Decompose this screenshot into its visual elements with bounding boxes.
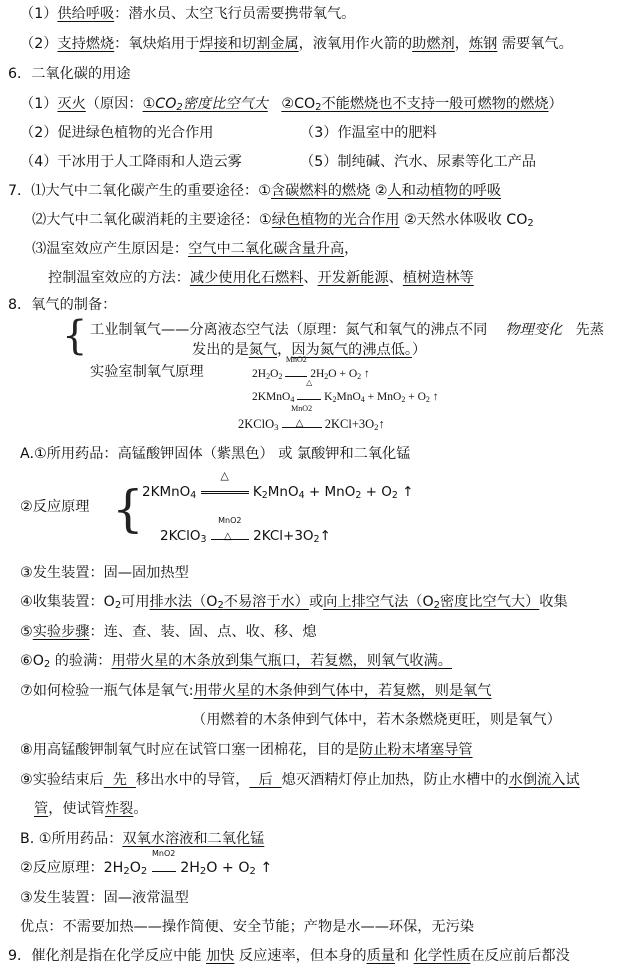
keyword-underlined: 用带火星的木条伸到气体中，若复燃，则是氧气: [193, 683, 492, 699]
gas-arrow-icon: ↑: [402, 484, 414, 500]
keyword-underlined: 植树造林等: [402, 270, 474, 286]
keyword-underlined: 含碳燃料的燃烧: [270, 183, 371, 199]
brace-icon: {: [62, 313, 88, 359]
reaction-principle-label: ②反应原理: [20, 499, 90, 515]
keyword-underlined: 空气中二氧化碳含量升高: [188, 241, 345, 257]
text: （原因：: [85, 96, 143, 112]
heat-triangle-icon: △: [220, 469, 229, 482]
catalyst-label: MnO2: [291, 404, 313, 413]
keyword-underlined: 排水法（$O_2$不易溶于水）: [149, 594, 309, 611]
keyword-underlined: 炼钢: [468, 36, 498, 52]
item-number: （2）: [20, 36, 58, 52]
lab-oxygen-label: 实验室制氧气原理: [90, 364, 204, 380]
text: ⑵大气中二氧化碳消耗的主要途径：①: [32, 212, 272, 228]
line-8-A6: $⑥O_2$ 的验满：用带火星的木条放到集气瓶口，若复燃，则氧气收满。: [20, 653, 452, 670]
line-8-A8: ⑧用高锰酸钾制氧气时应在试管口塞一团棉花，目的是防止粉末堵塞导管: [20, 742, 473, 758]
item-number: （1）: [20, 96, 58, 112]
keyword-underlined: 因为氮气的沸点低。: [291, 342, 412, 358]
text: 、: [303, 270, 318, 286]
gas-arrow-icon: ↑: [432, 391, 439, 403]
keyword-underlined: 实验步骤: [32, 624, 90, 640]
keyword-underlined: 后: [249, 772, 282, 788]
section-6-title: 6．二氧化碳的用途: [8, 66, 131, 82]
line-8-A9b: 管，使试管炸裂。: [34, 801, 148, 817]
item-number: （1）: [20, 6, 58, 22]
text: 发出的是: [192, 342, 249, 358]
text: ，: [344, 241, 359, 257]
line-8-A4: ④收集装置：$O_2$可用排水法（$O_2$不易溶于水）或向上排空气法（$O_2$密度比空气大）收集: [20, 594, 568, 611]
line-5-2: [20, 34, 573, 54]
equation-kclo3: 2KClO$_3$ MnO2 △ $2KCl+3O_2↑$: [238, 404, 385, 432]
equation-h2o2: $2H_2O_2$ MnO2 $2H_2O + O_2$ ↑: [252, 355, 370, 381]
text: 需要氧气。: [497, 36, 573, 52]
catalyst-label: MnO2: [218, 516, 242, 525]
text: ②: [370, 183, 388, 199]
text: ，液氧用作火箭的: [298, 36, 413, 52]
keyword-underlined: 水倒流入试: [508, 772, 580, 788]
industrial-oxygen-line-2: [192, 340, 426, 360]
keyword-underlined: 供给呼吸: [57, 6, 115, 22]
line-8-A5: ⑤实验步骤：连、查、装、固、点、收、移、熄: [20, 624, 317, 640]
keyword-underlined: 加快: [205, 948, 235, 964]
text: ②天然水体吸收 CO: [399, 212, 528, 228]
keyword-underlined: 炸裂: [104, 801, 134, 817]
heat-triangle-icon: △: [295, 418, 304, 429]
line-8-A3: ③发生装置：固—固加热型: [20, 565, 189, 581]
line-6-3a: （4）干冰用于人工降雨和人造云雾: [20, 154, 242, 170]
line-6-3b: （5）制纯碱、汽水、尿素等化工产品: [300, 154, 537, 170]
reason-1: $①CO_2$密度比空气大: [142, 96, 268, 113]
text: 先蒸: [575, 322, 604, 338]
reaction-eq-kmno4: 2KMnO$_4$ △ $K_2MnO_4 + MnO_2 + O_2$ ↑: [142, 469, 414, 501]
catalyst-label: MnO2: [285, 355, 307, 364]
text: 、: [388, 270, 403, 286]
heat-triangle-icon: △: [223, 531, 232, 542]
keyword-underlined: 灭火: [57, 96, 86, 112]
catalyst-label: MnO2: [152, 849, 176, 858]
line-9: 9．催化剂是指在化学反应中能 加快 反应速率，但本身的质量和 化学性质在反应前后都没: [8, 948, 570, 964]
line-8-A7: ⑦如何检验一瓶气体是氧气:用带火星的木条伸到气体中，若复燃，则是氧气: [20, 683, 492, 699]
gas-arrow-icon: ↑: [260, 860, 273, 876]
text: ）: [548, 96, 563, 112]
line-6-1: [20, 94, 563, 114]
brace-icon: {: [112, 480, 144, 538]
keyword-underlined: 减少使用化石燃料: [189, 270, 304, 286]
keyword-underlined: 双氧水溶液和二氧化锰: [122, 831, 265, 847]
keyword-underlined: 管: [34, 801, 49, 817]
keyword-underlined: 防止粉末堵塞导管: [359, 742, 473, 758]
italic-term: 物理变化: [505, 322, 563, 338]
line-8-A9: ⑨实验结束后 先 移出水中的导管， 后 熄灭酒精灯停止加热，防止水槽中的水倒流入试: [20, 772, 580, 788]
gas-arrow-icon: ↑: [378, 417, 385, 431]
line-5-1: [20, 4, 355, 24]
line-8-A1: A.①所用药品：高锰酸钾固体（紫黑色） 或 氯酸钾和二氧化锰: [20, 446, 411, 462]
keyword-underlined: 开发新能源: [317, 270, 389, 286]
line-7-3: [32, 239, 358, 259]
line-7-2: [32, 210, 534, 230]
keyword-underlined: 焊接和切割金属: [199, 36, 299, 52]
text: ，: [277, 342, 292, 358]
line-6-2a: （2）促进绿色植物的光合作用: [20, 125, 214, 141]
text: ：氧炔焰用于: [114, 36, 200, 52]
text: 控制温室效应的方法：: [48, 270, 190, 286]
keyword-underlined: 助燃剂: [412, 36, 455, 52]
text: 7．⑴大气中二氧化碳产生的重要途径：①: [8, 183, 271, 199]
heat-triangle-icon: △: [306, 378, 313, 387]
line-8-B1: B. ①所用药品：双氧水溶液和二氧化锰: [20, 831, 265, 847]
keyword-underlined: 人和动植物的呼吸: [387, 183, 502, 199]
keyword-underlined: 向上排空气法（$O_2$密度比空气大）: [323, 594, 540, 611]
keyword-underlined: 先: [103, 772, 136, 788]
text: ：潜水员、太空飞行员需要携带氧气。: [114, 6, 356, 22]
text: ）: [411, 342, 427, 358]
keyword-underlined: 化学性质: [413, 948, 471, 964]
keyword-underlined: 用带火星的木条放到集气瓶口，若复燃，则氧气收满。: [111, 653, 452, 669]
line-7-1: [8, 181, 501, 201]
text: 工业制氧气——分离液态空气法（原理：氮气和氧气的沸点不同: [90, 322, 488, 338]
text: ⑶温室效应产生原因是：: [32, 241, 189, 257]
keyword-underlined: 氮气: [248, 342, 278, 358]
industrial-oxygen-line: [90, 320, 604, 340]
subscript: 2: [527, 218, 534, 229]
line-7-4: [48, 268, 474, 288]
keyword-underlined: 支持燃烧: [57, 36, 115, 52]
gas-arrow-icon: ↑: [364, 368, 370, 380]
reason-2: $②CO_2$不能燃烧也不支持一般可燃物的燃烧: [281, 96, 549, 113]
reaction-eq-kclo3: 2KClO$_3$ MnO2 △ $2KCl+3O_2↑$: [160, 516, 331, 545]
line-8-B3: ③发生装置：固—液常温型: [20, 890, 189, 906]
line-8-B4: 优点：不需要加热——操作简便、安全节能；产物是水——环保，无污染: [20, 919, 475, 935]
keyword-underlined: 绿色植物的光合作用: [271, 212, 400, 228]
section-8-title: 8．氧气的制备：: [8, 297, 117, 313]
line-8-A7b: （用燃着的木条伸到气体中，若木条燃烧更旺，则是氧气）: [192, 712, 561, 728]
gas-arrow-icon: ↑: [319, 528, 331, 544]
text: ，: [454, 36, 469, 52]
equation-kmno4: 2KMnO$_4$ △ $K_2MnO_4 + MnO_2 + O_2$ ↑: [252, 378, 439, 404]
keyword-underlined: 质量: [366, 948, 395, 964]
line-6-2b: （3）作温室中的肥料: [300, 125, 437, 141]
line-8-B2: ②反应原理：$2H_2O_2$ MnO2 $2H_2O + O_2$ ↑: [20, 849, 273, 877]
